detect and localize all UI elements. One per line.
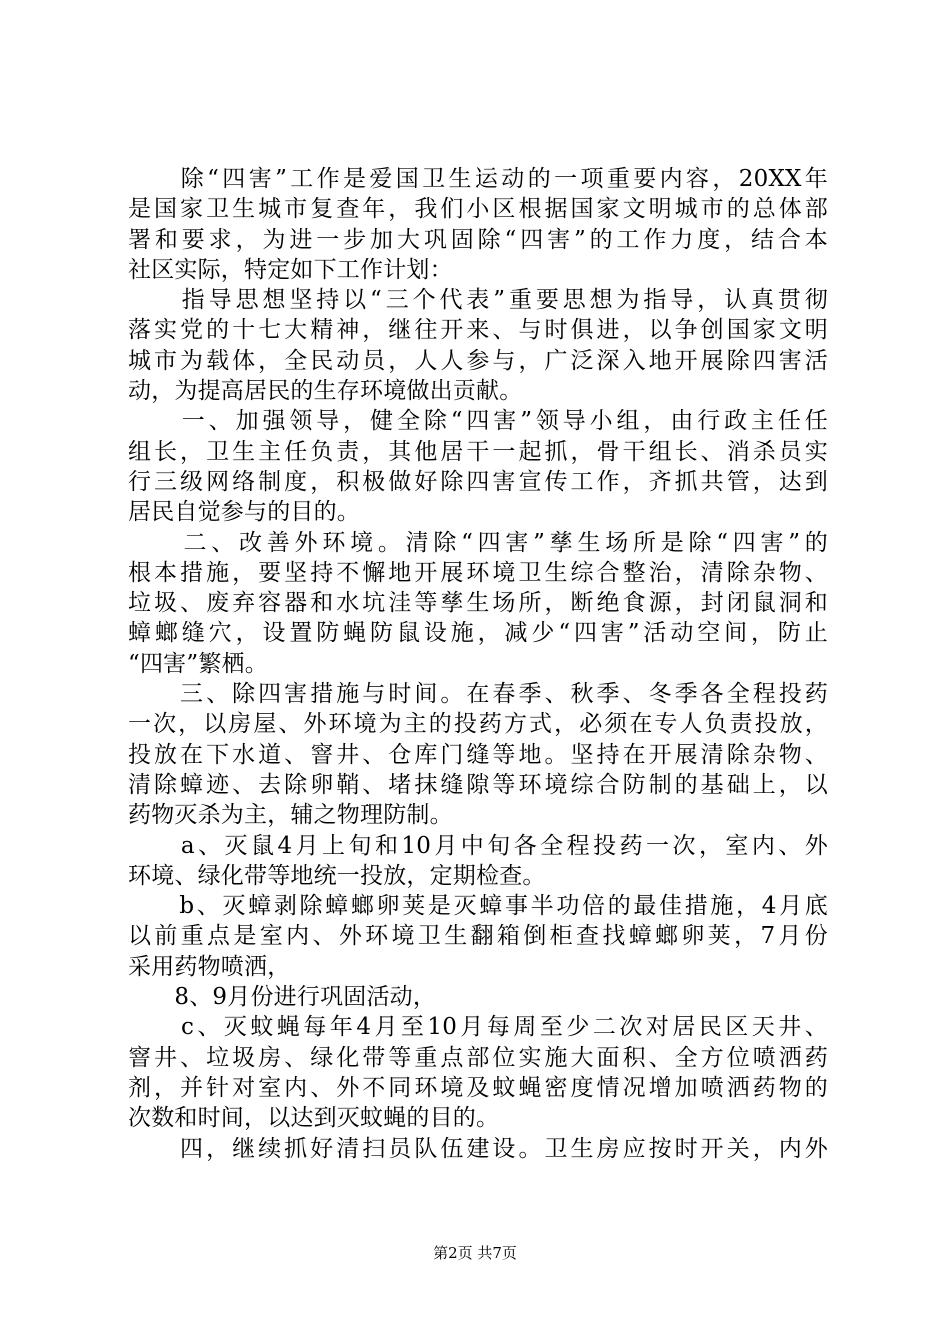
paragraph-line: 剂，并针对室内、外不同环境及蚊蝇密度情况增加喷洒药物的 [128, 1074, 828, 1101]
paragraph-line: “四害”繁栖。 [128, 650, 268, 677]
paragraph-line: 四，继续抓好清扫员队伍建设。卫生房应按时开关，内外 [128, 1135, 828, 1162]
paragraph-line: 蟑螂缝穴，设置防蝇防鼠设施，减少“四害”活动空间，防止 [128, 620, 828, 647]
paragraph-line: c、灭蚊蝇每年4月至10月每周至少二次对居民区天井、 [128, 1014, 828, 1041]
paragraph-line: 采用药物喷洒， [128, 953, 291, 980]
paragraph-line: 次数和时间，以达到灭蚊蝇的目的。 [128, 1105, 500, 1132]
paragraph-line: 社区实际，特定如下工作计划： [128, 256, 453, 283]
paragraph-line: b、灭蟑剥除蟑螂卵荚是灭蟑事半功倍的最佳措施，4月底 [128, 893, 828, 920]
paragraph-line: 以前重点是室内、外环境卫生翻箱倒柜查找蟑螂卵荚，7月份 [128, 923, 828, 950]
paragraph-line: 投放在下水道、窨井、仓库门缝等地。坚持在开展清除杂物、 [128, 741, 828, 768]
paragraph-line: 二、改善外环境。清除“四害”孳生场所是除“四害”的 [128, 529, 828, 556]
paragraph-line: 署和要求，为进一步加大巩固除“四害”的工作力度，结合本 [128, 226, 828, 253]
paragraph-line: 垃圾、废弃容器和水坑洼等孳生场所，断绝食源，封闭鼠洞和 [128, 590, 828, 617]
paragraph-line: 组长，卫生主任负责，其他居干一起抓，骨干组长、消杀员实 [128, 438, 828, 465]
paragraph-line: 城市为载体，全民动员，人人参与，广泛深入地开展除四害活 [128, 347, 828, 374]
paragraph-line: 居民自觉参与的目的。 [128, 499, 360, 526]
paragraph-line: 除“四害”工作是爱国卫生运动的一项重要内容，20XX年 [128, 166, 828, 192]
paragraph-line: 行三级网络制度，积极做好除四害宣传工作，齐抓共管，达到 [128, 468, 828, 495]
paragraph-line: 环境、绿化带等地统一投放，定期检查。 [128, 862, 546, 889]
paragraph-line: 指导思想坚持以“三个代表”重要思想为指导，认真贯彻 [128, 287, 828, 314]
paragraph-line: 药物灭杀为主，辅之物理防制。 [128, 802, 453, 829]
paragraph-line: 是国家卫生城市复查年，我们小区根据国家文明城市的总体部 [128, 196, 828, 223]
paragraph-line: 动，为提高居民的生存环境做出贡献。 [128, 378, 523, 405]
paragraph-line: 一、加强领导，健全除“四害”领导小组，由行政主任任 [128, 408, 828, 435]
paragraph-line: a、灭鼠4月上旬和10月中旬各全程投药一次，室内、外 [128, 832, 828, 859]
document-body [128, 164, 828, 1164]
paragraph-line: 清除蟑迹、去除卵鞘、堵抹缝隙等环境综合防制的基础上，以 [128, 771, 828, 798]
paragraph-line: 根本措施，要坚持不懈地开展环境卫生综合整治，清除杂物、 [128, 559, 828, 586]
page-number-footer: 第2页 共7页 [433, 1244, 517, 1262]
paragraph-line: 8、9月份进行巩固活动， [128, 984, 437, 1011]
paragraph-line: 三、除四害措施与时间。在春季、秋季、冬季各全程投药 [128, 681, 828, 708]
paragraph-line: 落实党的十七大精神，继往开来、与时俱进，以争创国家文明 [128, 317, 828, 344]
paragraph-line: 一次，以房屋、外环境为主的投药方式，必须在专人负责投放， [128, 711, 828, 738]
paragraph-line: 窨井、垃圾房、绿化带等重点部位实施大面积、全方位喷洒药 [128, 1044, 828, 1071]
